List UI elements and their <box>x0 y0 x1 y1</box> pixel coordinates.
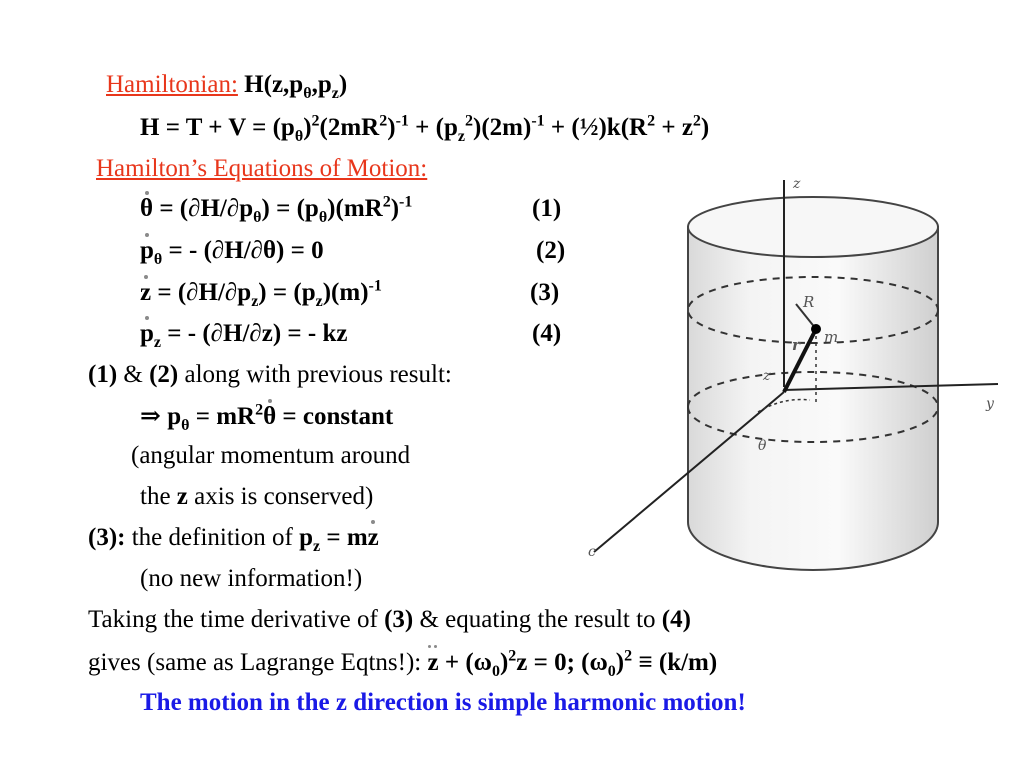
label-theta: θ <box>758 438 767 454</box>
equation-1: $\theta = (\partial H/\partial p_\theta) = (p_\theta)(mR^2)^{-1}$ <box>140 193 413 226</box>
conclusion: The motion in the z direction is simple harmonic motion! <box>140 689 746 716</box>
mass-point <box>811 324 821 334</box>
gives-line: gives (same as Lagrange Eqtns!): $z + (\omega_0)^2z = 0$; $(\omega_0)^2 \equiv (k/m)$ <box>88 647 718 680</box>
note-line-2: the z axis is conserved) <box>140 483 374 510</box>
equation-4: $p_z$ = - (∂H/∂z) = - kz <box>140 320 348 351</box>
label-x-axis: c <box>588 544 596 560</box>
label-r: r <box>792 336 800 354</box>
hamiltonian-args: $H(z,p_\theta,p_z)$ <box>244 71 348 102</box>
equation-1-tag: (1) <box>532 195 562 222</box>
equation-2-tag: (2) <box>536 237 566 264</box>
equation-3-tag: (3) <box>530 279 560 306</box>
definition-line: (3): the definition of $p_z$ = mz <box>88 524 379 555</box>
angular-momentum-result: ⇒ $p_\theta = mR^2\theta$ = constant <box>140 401 394 434</box>
equation-4-tag: (4) <box>532 320 562 347</box>
equation-2: $p_\theta$ = - (∂H/∂θ) = 0 <box>140 237 324 268</box>
equations-heading-line <box>96 154 427 184</box>
equation-3: $z = (\partial H/\partial p_z) = (p_z)(m)^{-1}$ <box>140 277 382 310</box>
cylinder-diagram <box>588 172 1008 572</box>
label-z-height: z <box>763 368 771 384</box>
note-line-1: (angular momentum around <box>131 442 411 469</box>
label-R: R <box>803 293 815 311</box>
hamiltonian-heading: Hamiltonian: <box>106 71 238 98</box>
combined-result-line: (1) & (2) along with previous result: <box>88 361 452 388</box>
equations-heading: Hamilton’s Equations of Motion: <box>96 155 428 182</box>
label-y-axis: y <box>986 396 994 412</box>
cylinder-body <box>688 227 938 570</box>
label-m: m <box>824 328 839 346</box>
label-z-axis: z <box>793 176 801 192</box>
taking-derivative-line: Taking the time derivative of (3) & equating the result to (4) <box>88 606 691 633</box>
hamiltonian-equation: $H = T + V = (p_\theta)^2(2mR^2)^{-1} + (p_z^2)(2m)^{-1}$ + $(\frac{1}{2})k(R^2 + z^2)$ <box>140 112 710 145</box>
hamiltonian-line <box>106 70 347 100</box>
cylinder-top-ellipse <box>688 197 938 257</box>
no-new-information: (no new information!) <box>140 565 363 592</box>
